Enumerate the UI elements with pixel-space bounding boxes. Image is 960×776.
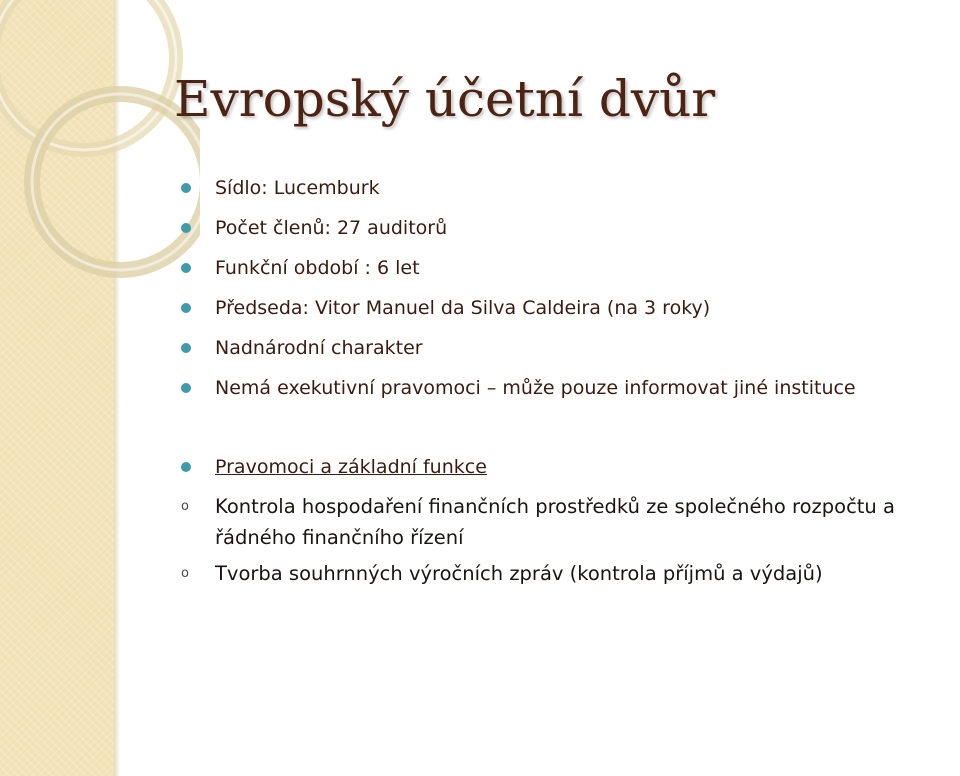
bullet-dot-icon [181, 343, 191, 353]
bullet-dot-icon [181, 223, 191, 233]
bullet-item-character [178, 328, 953, 368]
circle-marker-icon: o [181, 499, 189, 514]
section-heading-text: Pravomoci a základní funkce [215, 456, 487, 478]
decorative-rings [0, 0, 200, 280]
bullet-item-powers-note [178, 368, 953, 408]
sub-item-text: Kontrola hospodaření finančních prostředků ze společného rozpočtu a řádného finančního řízení [215, 495, 895, 549]
list-spacer [178, 408, 953, 447]
bullet-item-seat [178, 168, 953, 208]
bullet-text: Nadnárodní charakter [215, 337, 423, 359]
bullet-dot-icon [181, 383, 191, 393]
sub-item-reports [178, 558, 953, 589]
section-heading [178, 447, 953, 487]
bullet-text: Počet členů: 27 auditorů [215, 217, 448, 239]
bullet-text: Sídlo: Lucemburk [215, 177, 380, 199]
bullet-dot-icon [181, 462, 191, 472]
sub-item-control [178, 491, 953, 553]
bullet-text: Funkční období : 6 let [215, 257, 420, 279]
bullet-dot-icon [181, 263, 191, 273]
bullet-list [178, 168, 953, 408]
bullet-text: Nemá exekutivní pravomoci – může pouze informovat jiné instituce [215, 377, 856, 399]
sub-list [178, 491, 953, 589]
circle-marker-icon: o [181, 566, 189, 581]
sub-item-text: Tvorba souhrnných výročních zpráv (kontrola příjmů a výdajů) [215, 562, 823, 585]
bullet-text: Předseda: Vitor Manuel da Silva Caldeira (na 3 roky) [215, 297, 711, 319]
slide-content [178, 168, 953, 594]
bullet-item-members [178, 208, 953, 248]
slide-title: Evropský účetní dvůr [174, 70, 716, 128]
bullet-dot-icon [181, 183, 191, 193]
bullet-item-president [178, 288, 953, 328]
bullet-item-term [178, 248, 953, 288]
bullet-dot-icon [181, 303, 191, 313]
